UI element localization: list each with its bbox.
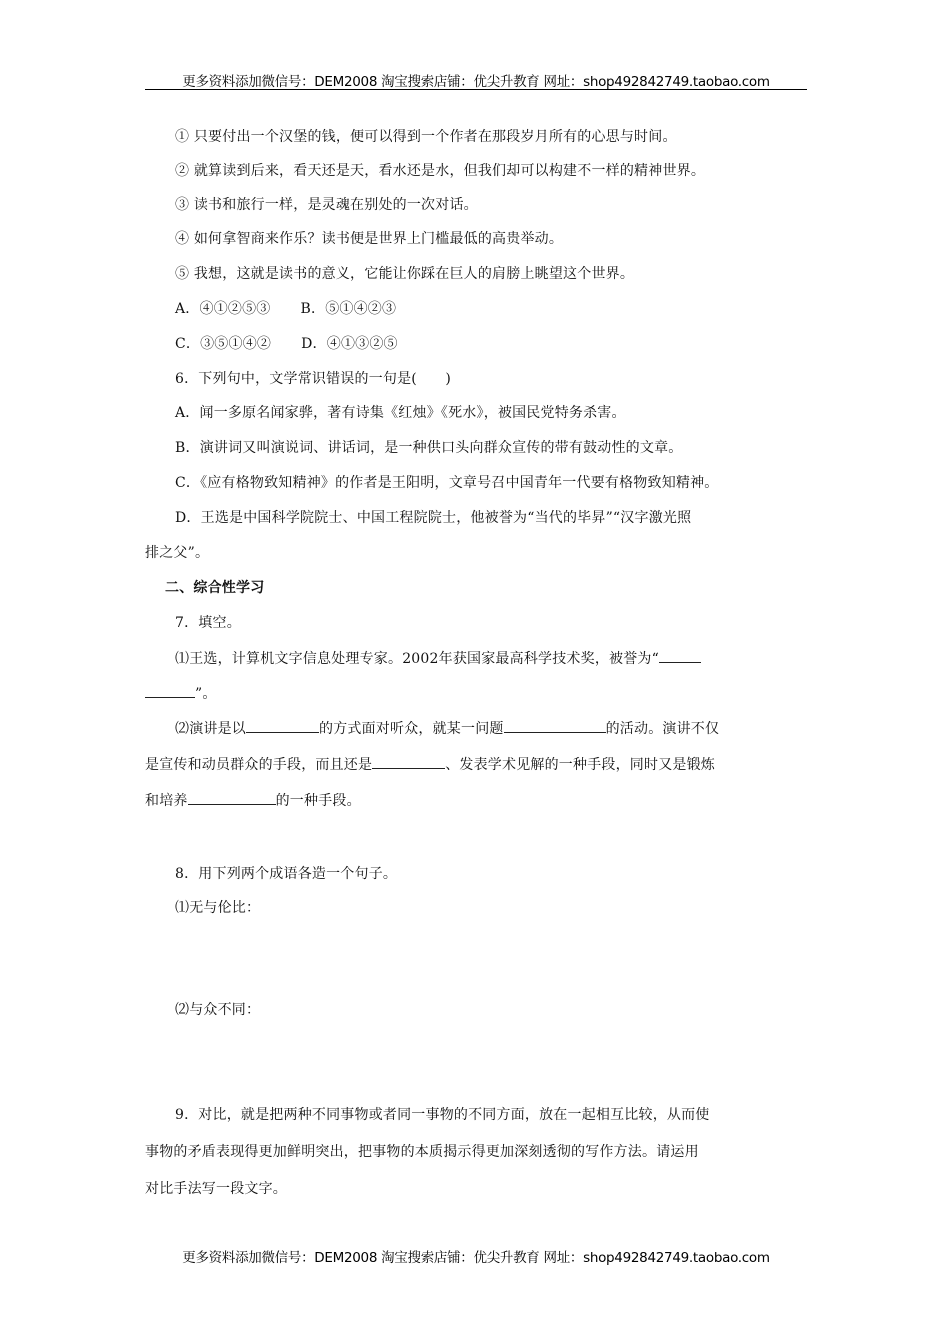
q7-part-2-line2 (145, 754, 715, 775)
sentence-4: ④ 如何拿智商来作乐？读书便是世界上门槛最低的高贵举动。 (175, 231, 564, 247)
q9-line2: 事物的矛盾表现得更加鲜明突出，把事物的本质揭示得更加深刻透彻的写作方法。请运用 (145, 1144, 699, 1160)
page-header: 更多资料添加微信号：DEM2008 淘宝搜索店铺：优尖升教育 网址：shop492842749.taobao.com (182, 74, 770, 90)
fill-blank[interactable] (188, 790, 276, 805)
q8-part-2: ⑵与众不同： (175, 1002, 261, 1018)
fill-blank[interactable] (659, 648, 701, 663)
fill-blank[interactable] (145, 683, 195, 698)
header-rule (145, 89, 807, 90)
q9-line3: 对比手法写一段文字。 (145, 1181, 287, 1197)
q6-option-d-line1: D．王选是中国科学院院士、中国工程院院士，他被誉为“当代的毕昇”“汉字激光照 (175, 510, 692, 526)
q7-part-1 (175, 648, 701, 669)
q7-part-2-line1 (175, 718, 719, 739)
q6-option-c: C．《应有格物致知精神》的作者是王阳明，文章号召中国青年一代要有格物致知精神。 (175, 475, 719, 491)
q5-option-a: A．④①②⑤③ (175, 301, 271, 317)
q5-option-b: B．⑤①④②③ (300, 301, 397, 317)
q7-part-1-end: ”。 (195, 686, 217, 702)
q7-part-2-d: 是宣传和动员群众的手段，而且还是 (145, 757, 373, 773)
q7-part-2-c: 的活动。演讲不仅 (605, 721, 720, 737)
q5-option-c: C．③⑤①④② (175, 336, 272, 352)
q6-option-a: A．闻一多原名闻家骅，著有诗集《红烛》《死水》，被国民党特务杀害。 (175, 405, 626, 421)
sentence-1: ① 只要付出一个汉堡的钱，便可以得到一个作者在那段岁月所有的心思与时间。 (175, 129, 677, 145)
fill-blank[interactable] (504, 718, 606, 733)
q5-options-row-1 (175, 299, 396, 319)
q7-part-1-cont (145, 683, 217, 704)
sentence-5: ⑤ 我想，这就是读书的意义，它能让你踩在巨人的肩膀上眺望这个世界。 (175, 266, 635, 282)
q7-part-2-g: 的一种手段。 (275, 793, 361, 809)
q7-part-2-a: ⑵演讲是以 (175, 721, 246, 737)
q5-options-row-2 (175, 334, 398, 354)
sentence-3: ③ 读书和旅行一样，是灵魂在别处的一次对话。 (175, 197, 478, 213)
fill-blank[interactable] (246, 718, 319, 733)
q6-stem: 6．下列句中，文学常识错误的一句是( ) (175, 371, 452, 387)
section-2-title: 二、综合性学习 (165, 580, 265, 596)
q8-stem: 8．用下列两个成语各造一个句子。 (175, 866, 398, 882)
q9-line1: 9．对比，就是把两种不同事物或者同一事物的不同方面，放在一起相互比较，从而使 (175, 1107, 710, 1123)
q7-part-1-text: ⑴王选，计算机文字信息处理专家。2002年获国家最高科学技术奖，被誉为“ (175, 651, 659, 667)
q7-part-2-b: 的方式面对听众，就某一问题 (319, 721, 504, 737)
fill-blank[interactable] (372, 754, 445, 769)
q5-option-d: D．④①③②⑤ (301, 336, 398, 352)
q7-part-2-line3 (145, 790, 361, 811)
page-footer: 更多资料添加微信号：DEM2008 淘宝搜索店铺：优尖升教育 网址：shop492842749.taobao.com (182, 1250, 770, 1266)
sentence-2: ② 就算读到后来，看天还是天，看水还是水，但我们却可以构建不一样的精神世界。 (175, 163, 706, 179)
q7-part-2-f: 和培养 (145, 793, 188, 809)
q6-option-d-line2: 排之父”。 (145, 545, 210, 561)
q7-part-2-e: 、发表学术见解的一种手段，同时又是锻炼 (445, 757, 716, 773)
q7-stem: 7．填空。 (175, 615, 241, 631)
q8-part-1: ⑴无与伦比： (175, 900, 261, 916)
q6-option-b: B．演讲词又叫演说词、讲话词，是一种供口头向群众宣传的带有鼓动性的文章。 (175, 440, 683, 456)
